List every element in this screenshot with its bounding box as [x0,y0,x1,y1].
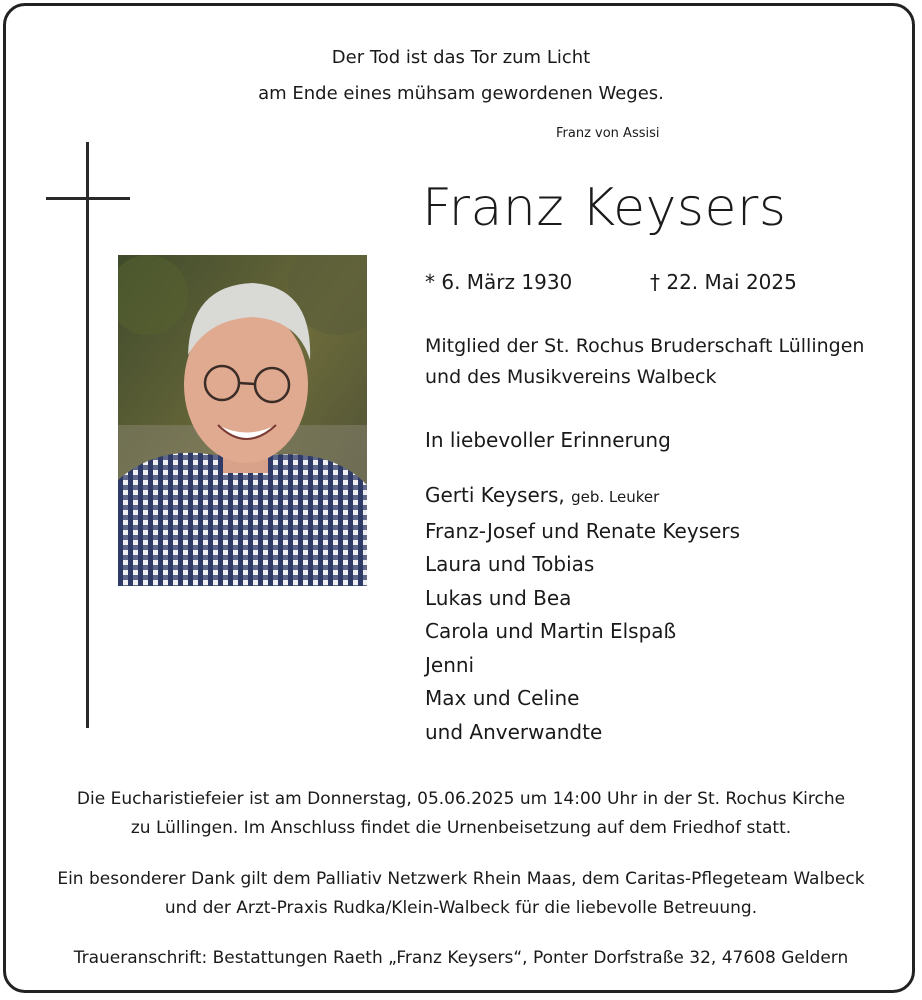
memory-heading: In liebevoller Erinnerung [425,428,671,452]
mourner-name: Gerti Keysers, [425,483,565,507]
mourner-suffix: geb. Leuker [571,488,660,506]
service-line-2: zu Lüllingen. Im Anschluss findet die Urnenbeisetzung auf dem Friedhof statt. [130,818,792,838]
death-date: † 22. Mai 2025 [650,270,797,294]
mourner-item: Franz-Josef und Renate Keysers [425,518,741,543]
mourner-item: Laura und Tobias [425,552,595,576]
mourner-item: Lukas und Bea [425,585,572,610]
membership-line-2: und des Musikvereins Walbeck [425,366,717,388]
mourners-list [425,479,740,749]
deceased-name: Franz Keysers [422,178,787,238]
quote-line-1: Der Tod ist das Tor zum Licht [331,47,591,68]
mourning-address: Traueranschrift: Bestattungen Raeth „Franz Keysers“, Ponter Dorfstraße 32, 47608 Geldern [73,948,849,968]
quote-line-2: am Ende eines mühsam gewordenen Weges. [258,83,664,104]
mourner-item: Carola und Martin Elspaß [425,619,677,643]
mourner-item: Max und Celine [425,686,580,710]
membership-line-1: Mitglied der St. Rochus Bruderschaft Lüllingen [425,335,865,357]
thanks-line-1: Ein besonderer Dank gilt dem Palliativ Netzwerk Rhein Maas, dem Caritas-Pflegeteam Walbeck [57,869,865,889]
mourner-primary [425,479,740,515]
mourner-item: Jenni [425,652,475,677]
quote-author: Franz von Assisi [556,126,660,141]
thanks-line-2: und der Arzt-Praxis Rudka/Klein-Walbeck für die liebevolle Betreuung. [164,898,758,918]
birth-date: * 6. März 1930 [425,270,573,294]
portrait-photo [118,255,367,586]
mourner-item: und Anverwandte [425,719,603,744]
service-line-1: Die Eucharistiefeier ist am Donnerstag, 05.06.2025 um 14:00 Uhr in der St. Rochus Kirche [76,789,846,809]
